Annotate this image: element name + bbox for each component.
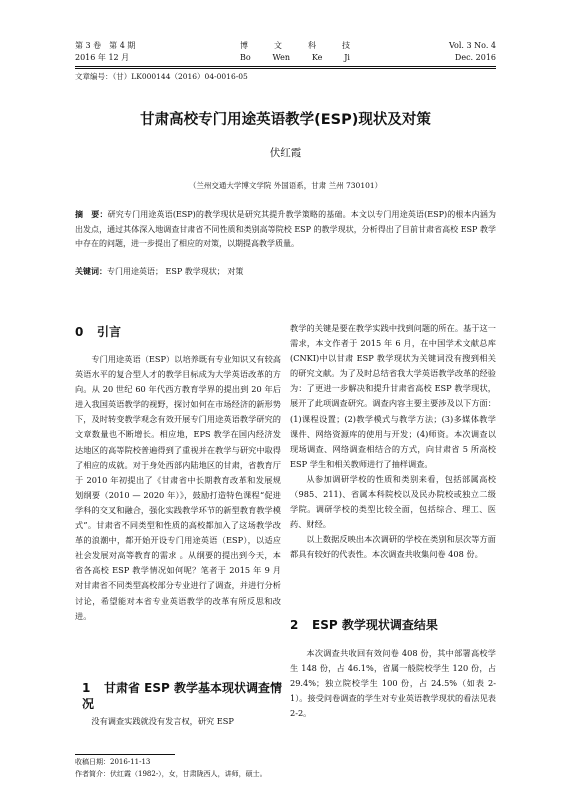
issue-date: 2016 年 12 月 bbox=[75, 53, 130, 62]
intro-paragraph: 专门用途英语（ESP）以培养既有专业知识又有较高英语水平的复合型人才的教学目标成为大学英语改革的方向。从 20 世纪 60 年代西方教育学界的提出到 20 年后进入我国英语教学的视野，探讨如何在市场经济的新形势下，及时转变教学观念有效开展专门用途英语教学研究的文章数量也不断增长。相应地，EPS 教学在国内经济发达地区的高等院校普遍得到了重视并在教学与研究中取得了相应的成就。对于身处西部内陆地区的甘肃，省教育厅于 2010 年初提出了《甘肃省中长期教育改革和发展规划纲要（2010 — 2020 年）》，鼓励打造特色课程“促进学科的交叉和融合，强化实践教学环节的新型教育教学模式”。甘肃省不同类型和性质的高校都加入了这场教学改革的浪潮中，都开始开设专门用途英语（ESP），以适应社会发展对高等教育的需求 。从纲要的提出到今天，本省各高校 ESP 教学情况如何呢？笔者于 2015 年 9 月对甘肃省不同类型高校部分专业进行了调查，并进行分析讨论，希望能对本省专业英语教学的改革有所反思和改进。 bbox=[75, 354, 281, 621]
section-heading-intro bbox=[75, 323, 121, 340]
results-paragraph: 本次调查共收回有效问卷 408 份，其中部署高校学生 148 份，占 46.1%，省属一般院校学生 120 份，占 29.4%；独立院校学生 100 份，占 24.5%（如表 2-1）。接受问卷调查的学生对专业英语教学现状的看法见表 2-2。 bbox=[290, 648, 496, 719]
section-title: ESP 教学现状调查结果 bbox=[312, 618, 438, 632]
author-affiliation: （兰州交通大学博文学院 外国语系，甘肃 兰州 730101） bbox=[188, 181, 383, 190]
survey-paragraph-cont: 教学的关键是要在教学实践中找到问题的所在。基于这一需求，本文作者于 2015 年 6 月，在中国学术文献总库(CNKI)中以甘肃 ESP 教学现状为关键词没有搜到相关的研究文献。为了及时总结省我大学英语教学改革的经验为：了更进一步解决和提升甘肃省高校 ESP 教学现状，展开了此项调查研究。调查内容主要主要涉及以下方面：(1)课程设置；(2)教学模式与教学方法；(3)多媒体教学课件、网络资源库的使用与开发；(4)师资。本次调查以现场调查、网络调查相结合的方式，向甘肃省 5 所高校 ESP 学生和相关教师进行了抽样调查。 bbox=[290, 323, 496, 469]
footnote-rule bbox=[75, 754, 175, 755]
keywords bbox=[75, 266, 496, 277]
right-column bbox=[290, 321, 496, 563]
received-date: 收稿日期：2016-11-13 bbox=[75, 758, 151, 766]
running-header-right bbox=[449, 40, 496, 64]
header-rule-second bbox=[75, 68, 496, 69]
paper-title: 甘肃高校专门用途英语教学(ESP)现状及对策 bbox=[140, 112, 431, 128]
section-title: 甘肃省 ESP 教学基本现状调查情况 bbox=[82, 681, 282, 711]
running-header-left bbox=[75, 40, 135, 64]
survey-paragraph-start: 没有调查实践就没有发言权，研究 ESP bbox=[91, 716, 234, 726]
section-number: 0 bbox=[75, 325, 84, 339]
author-bio: 作者简介：伏红霞（1982-），女，甘肃陇西人，讲师，硕士。 bbox=[75, 770, 267, 778]
right-column-results bbox=[290, 646, 496, 721]
left-column-continued bbox=[75, 714, 281, 729]
left-column bbox=[75, 352, 281, 624]
section-title: 引言 bbox=[97, 325, 122, 339]
section-number: 1 bbox=[82, 681, 91, 695]
abstract bbox=[75, 208, 496, 252]
keywords-label: 关键词： bbox=[75, 267, 107, 276]
volume-issue: 第 3 卷 第 4 期 bbox=[75, 41, 136, 50]
volume-issue-en: Vol. 3 No. 4 bbox=[449, 41, 496, 50]
abstract-label: 摘 要： bbox=[75, 210, 108, 219]
keywords-text: 专门用途英语； ESP 教学现状； 对策 bbox=[107, 267, 244, 276]
running-header-journal bbox=[240, 40, 350, 64]
abstract-text: 研究专门用途英语(ESP)的教学现状是研究其提升教学策略的基础。本文以专门用途英语(ESP)的根本内涵为出发点，通过其体深入地调查甘肃省不同性质和类别高等院校 ESP 的教学现状，分析得出了目前甘肃省高校 ESP 教学中存在的问题，进一步提出了相应的对策，以期提高教学质量。 bbox=[75, 210, 496, 248]
author-name: 伏红霞 bbox=[269, 147, 302, 159]
journal-name-cn: 博 文 科 技 bbox=[240, 41, 350, 50]
article-number: 文章编号：（甘）LK000144（2016）04-0016-05 bbox=[75, 72, 248, 81]
section-heading-results bbox=[290, 616, 438, 633]
survey-paragraph-data: 以上数据反映出本次调研的学校在类别和层次等方面都具有较好的代表性。本次调查共收集问卷 408 份。 bbox=[290, 534, 496, 560]
journal-name-pinyin: Bo Wen Ke Ji bbox=[240, 53, 350, 62]
section-number: 2 bbox=[290, 618, 299, 632]
issue-date-en: Dec. 2016 bbox=[454, 53, 496, 62]
header-rule bbox=[75, 66, 496, 67]
survey-paragraph-schools: 从参加调研学校的性质和类别来看，包括部属高校（985、211)、省属本科院校以及民办院校或独立二级学院。调研学校的类型比较全面，包括综合、理工、医药、财经。 bbox=[290, 473, 496, 530]
section-heading-survey bbox=[82, 680, 282, 712]
